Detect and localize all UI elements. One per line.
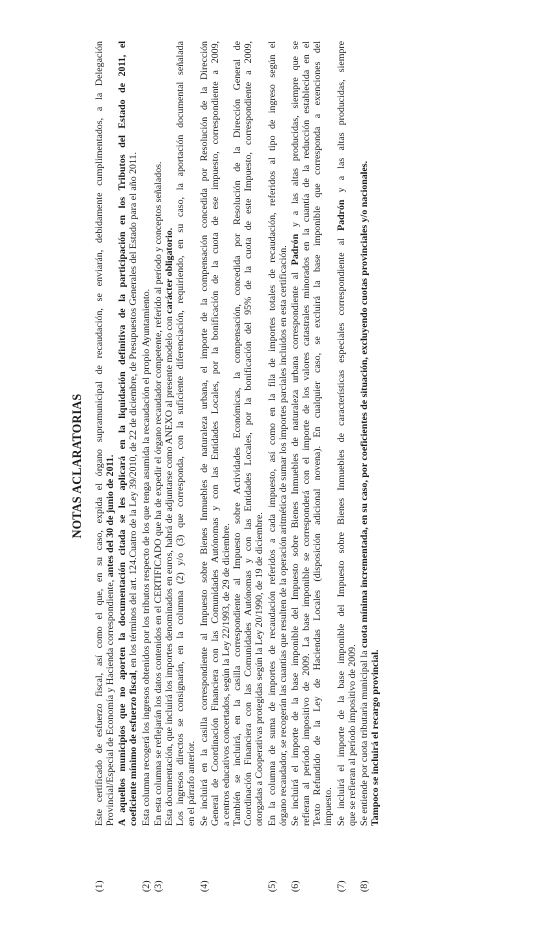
text-run: General de Coordinación Financiera con las Comunidades Autónomas y con las Entidades Locales, por la bonificación de la cuota de ese impuesto, correspondiente a 2009, bbox=[209, 41, 221, 826]
note-line bbox=[175, 41, 186, 826]
note-line bbox=[347, 41, 358, 826]
note-line bbox=[301, 41, 312, 826]
text-run: Esta columna recogerá los ingresos obtenidos por los tributos respecto de los que tenga asumida la recaudación el propio Ayuntamiento. bbox=[140, 288, 152, 826]
text-run: otorgadas a Cooperativas protegidas según la Ley 20/1990, de 19 de diciembre. bbox=[254, 512, 266, 826]
bold-text: coeficiente mínimo de esfuerzo fiscal bbox=[128, 672, 140, 826]
note-line bbox=[199, 41, 210, 826]
bold-text: Padrón bbox=[335, 199, 347, 231]
note-text bbox=[336, 41, 358, 826]
note-line bbox=[232, 41, 243, 826]
note-line bbox=[128, 41, 139, 826]
bold-text: Padrón bbox=[289, 233, 301, 266]
bold-text: cuota mínima incrementada, en su caso, por coeficientes de situación, excluyendo cuotas provinciales y/o nacionales. bbox=[358, 160, 370, 649]
text-run: y a las altas producidas, siempre bbox=[335, 41, 347, 200]
text-run: Los ingresos directos se consignarán, en la columna (2) y/o (3) que corresponda, con la suficiente diferenciación, requiriendo, en su caso, la aportación documental señalada bbox=[175, 41, 187, 826]
note-text bbox=[199, 41, 266, 826]
text-run: Este certificado de esfuerzo fiscal, así como el que, en su caso, expida el órgano supramunicipal de recaudación, se enviarán, debidamente cumplimentados, a la Delegación bbox=[94, 41, 105, 826]
note-line bbox=[336, 41, 347, 826]
note-line bbox=[186, 41, 197, 826]
note-line bbox=[243, 41, 254, 826]
text-run: Se entiende por cuota tributaria municipal la bbox=[358, 648, 370, 826]
note-text bbox=[94, 41, 116, 826]
note-number: (3) bbox=[153, 880, 165, 892]
text-run: que se refieran al período impositivo de 2009. bbox=[346, 644, 358, 826]
note-line bbox=[153, 41, 164, 826]
text-run: Se incluirá el importe de la base imponible del Impuesto sobre Bienes Inmuebles de naturaleza urbana correspondiente al bbox=[289, 265, 301, 826]
text-run: Provincial/Especial de Economía y Hacienda correspondiente, bbox=[105, 577, 117, 826]
note-number: (1) bbox=[94, 880, 105, 892]
text-run: refieran al período impositivo de 2009. La base imponible se corresponderá con el importe de los valores catastrales minorados en la cuantía de la reducción establecida en el bbox=[300, 41, 312, 826]
note-number: (2) bbox=[140, 880, 152, 892]
note-line bbox=[94, 41, 105, 826]
note-line bbox=[359, 41, 370, 826]
note-line bbox=[141, 41, 152, 826]
note-line bbox=[105, 41, 116, 826]
text-run: Se incluirá el importe de la base imponible del Impuesto sobre Bienes Inmuebles de características especiales correspondiente al bbox=[335, 230, 347, 826]
note-line bbox=[254, 41, 265, 826]
text-run: órgano recaudador, se recogerán las cuantías que resulten de la operación aritmética de sumar los importes parciales incluidos en esta certificación. bbox=[277, 245, 289, 826]
note-line bbox=[117, 41, 128, 826]
text-run: y a las altas producidas, siempre que se bbox=[289, 41, 301, 234]
note-line bbox=[278, 41, 289, 826]
note-text bbox=[117, 41, 139, 826]
note-line bbox=[221, 41, 232, 826]
text-run: En esta columna se reflejarán los datos contenidos en el CERTIFICADO que ha de expedir el órgano recaudador competente, referido al período y conceptos señalados. bbox=[153, 161, 165, 826]
note-line bbox=[164, 41, 175, 826]
note-line bbox=[312, 41, 323, 826]
note-line bbox=[290, 41, 301, 826]
text-run: Coordinación Financiera con las Comunidades Autónomas y con las Entidades Locales, por la bonificación del 95% de la cuota de este Impuesto, correspondiente a 2009, bbox=[243, 41, 255, 826]
note-text bbox=[359, 41, 381, 826]
bold-text: Tampoco se incluirá el recargo provincial. bbox=[369, 649, 381, 826]
text-run: , en los términos del art. 124.Cuatro de la Ley 39/2010, de 22 de diciembre, de Presupuestos Generales del Estado para el año 2011. bbox=[128, 152, 140, 673]
bold-text: antes del 30 de junio de 2011. bbox=[105, 454, 117, 578]
text-run: En la columna de suma de importes de recaudación referidos a cada impuesto, así como en la fila de importes totales de recaudación, referidos al tipo de ingreso según el bbox=[266, 41, 278, 826]
note-number: (6) bbox=[289, 880, 301, 892]
note-text bbox=[290, 41, 334, 826]
note-line bbox=[370, 41, 381, 826]
text-run: a centros educativos concertados, según la Ley 22/1993, de 29 de diciembre. bbox=[220, 523, 232, 826]
bold-text: carácter obligatorio. bbox=[164, 227, 176, 314]
note-line bbox=[323, 41, 334, 826]
text-run: Se incluirá en la casilla correspondiente al Impuesto sobre Bienes Inmuebles de naturaleza urbana, el importe de la compensación concedida por Resolución de la Dirección bbox=[198, 41, 210, 826]
note-text bbox=[153, 41, 197, 826]
text-run: También se incluirá, en la casilla correspondiente al Impuesto sobre Actividades Económicas, la compensación, concedida por Resolución de la Dirección General de bbox=[231, 41, 243, 826]
text-run: Texto Refundido de la Ley de Haciendas Locales (disposición adicional novena). En cualquier caso, se excluirá la base imponible que corresponda a exenciones del bbox=[312, 41, 324, 826]
note-line bbox=[267, 41, 278, 826]
text-run: impuesto. bbox=[323, 787, 335, 826]
note-number: (4) bbox=[198, 880, 210, 892]
note-text bbox=[141, 41, 152, 826]
note-text bbox=[267, 41, 289, 826]
notes-list bbox=[94, 0, 544, 932]
text-run: Esta documentación, que incluirá los importes denominados en euros, habrá de adjuntarse como ANEXO al presente modelo con bbox=[164, 313, 176, 826]
document-title: NOTAS ACLARATORIAS bbox=[70, 393, 84, 539]
note-number: (8) bbox=[358, 880, 370, 892]
bold-text: A aquellos municipios que no aporten la documentación citada se les aplicará en la liquidación definitiva de la participación en los Tributos del Estado de 2011, el bbox=[117, 41, 129, 826]
note-number: (7) bbox=[335, 880, 347, 892]
note-line bbox=[210, 41, 221, 826]
text-run: en el párrafo anterior. bbox=[186, 741, 198, 826]
note-number: (5) bbox=[266, 880, 278, 892]
